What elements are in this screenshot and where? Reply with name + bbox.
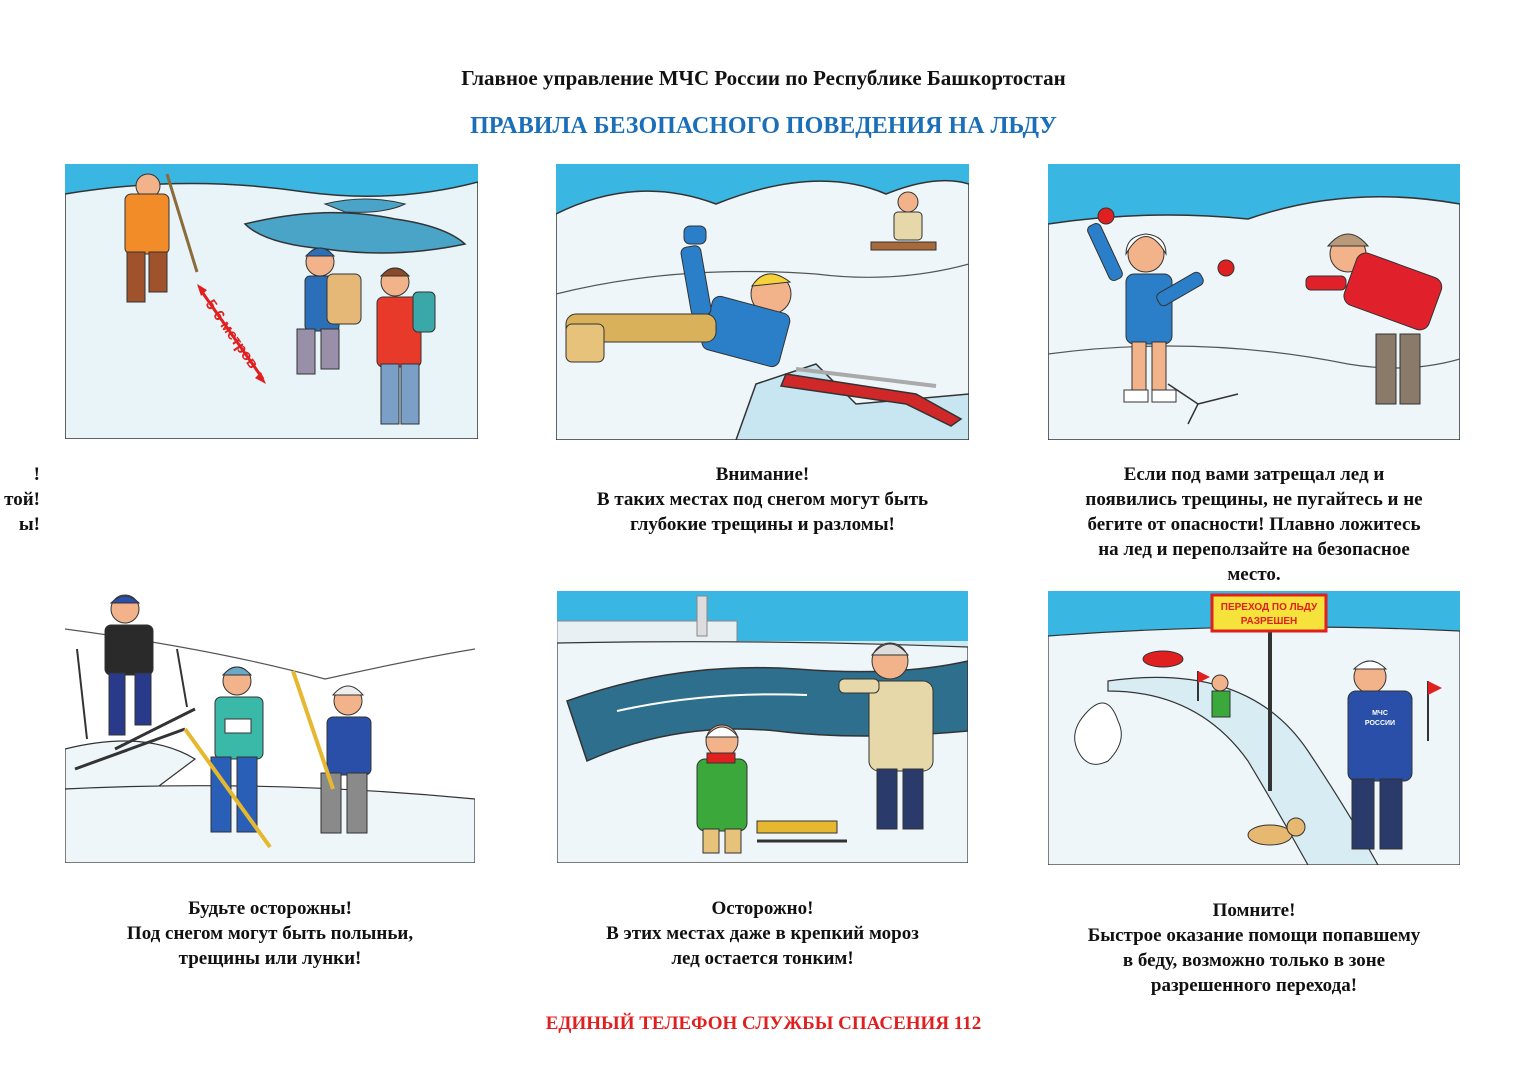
page-title: ПРАВИЛА БЕЗОПАСНОГО ПОВЕДЕНИЯ НА ЛЬДУ bbox=[470, 113, 1057, 139]
sign-text-line-2: РАЗРЕШЕН bbox=[1240, 616, 1298, 627]
sign-text-line-1: ПЕРЕХОД ПО ЛЬДУ bbox=[1220, 602, 1318, 613]
rescuer-badge-line-2: РОССИИ bbox=[1364, 720, 1396, 727]
illustration-children-skiing-and-playing-hockey bbox=[65, 589, 475, 863]
panel-6-caption: Помните! Быстрое оказание помощи попавшему в беду, возможно только в зоне разрешенного перехода! bbox=[1087, 900, 1421, 996]
illustration-child-falling-through-snow-crack bbox=[556, 164, 969, 440]
illustration-man-warning-child-near-river bbox=[557, 591, 968, 863]
emergency-phone-footer: ЕДИНЫЙ ТЕЛЕФОН СЛУЖБЫ СПАСЕНИЯ 112 bbox=[545, 1013, 982, 1034]
illustration-children-walking-on-ice bbox=[65, 164, 478, 439]
organization-title: Главное управление МЧС России по Республике Башкортостан bbox=[461, 66, 1066, 90]
panel-1-caption-fragment: ! той! ы! bbox=[4, 464, 40, 535]
illustration-child-on-cracking-ice bbox=[1048, 164, 1460, 440]
rescuer-badge-line-1: МЧС bbox=[1372, 710, 1388, 717]
distance-label: 5-6 метров bbox=[201, 296, 262, 372]
panel-5-caption: Осторожно! В этих местах даже в крепкий мороз лед остается тонким! bbox=[606, 898, 919, 969]
panel-2-caption: Внимание! В таких местах под снегом могут быть глубокие трещины и разломы! bbox=[596, 464, 929, 535]
illustration-rescuer-at-permitted-ice-crossing bbox=[1048, 591, 1460, 865]
panel-4-caption: Будьте осторожны! Под снегом могут быть полыньи, трещины или лунки! bbox=[126, 898, 414, 969]
panel-3-caption: Если под вами затрещал лед и появились трещины, не пугайтесь и не бегите от опасности! Плавно ложитесь на лед и переползайте на безопасное место. bbox=[1085, 464, 1423, 585]
